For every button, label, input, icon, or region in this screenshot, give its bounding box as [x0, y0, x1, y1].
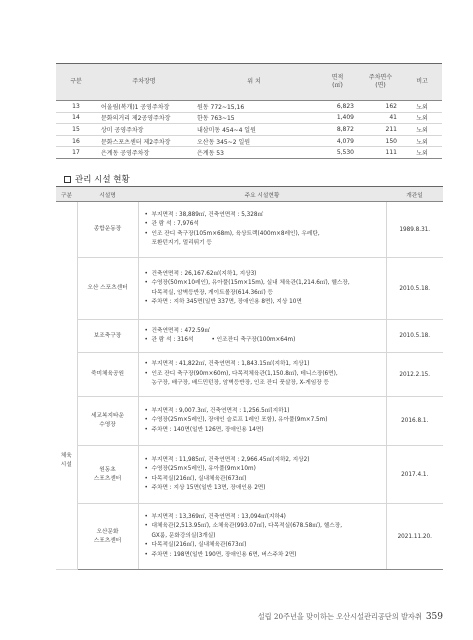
list-item: • 다목적실(216㎡), 실내체육관(673㎡): [144, 475, 247, 482]
list-item: • 인조 잔디 축구장(90m×60m), 다목적체육관(1,150.8㎡), 테니스장(6면),: [144, 370, 338, 377]
list-item: • 인조 잔디 축구장(105m×68m), 육상트랙(400m×8레인), 우레탄,: [144, 230, 320, 237]
page-number: 359: [425, 612, 443, 622]
list-item: • 관 람 석 : 7,976석: [144, 221, 199, 228]
col-name: 주차장명: [96, 64, 192, 101]
col-opened: 개관일: [386, 187, 443, 202]
col-facility-name: 시설명: [77, 187, 138, 202]
list-item: • 부지면적 : 9,007.3㎡, 건축연면적 : 1,256.5㎡(지하1): [144, 407, 290, 414]
group-cell: 체육 시설: [56, 202, 77, 570]
col-spaces: 주차면수 (면): [359, 64, 402, 101]
square-bullet-icon: [64, 176, 71, 183]
list-item: • 수영장(25m×5레인), 유아풀(9m×10m): [144, 466, 256, 473]
table-row: 13 어울림(복개)1 공영주차장 원동 772~15,16 6,823 162 노외: [56, 101, 442, 113]
table-row: 17 은계동 공영주차장 은계동 53 5,530 111 노외: [56, 147, 442, 159]
list-item: 다목적실, 암벽등반장, 게이트볼장(614.36㎡) 등: [151, 289, 273, 296]
list-item: • 대체육관(2,513.95㎡), 소체육관(993.07㎡), 다목적실(678.58㎡), 헬스장,: [144, 523, 343, 530]
page-footer: [258, 612, 443, 622]
list-item: • 부지면적 : 13,369㎡, 건축연면적 : 13,094㎡(지하4): [144, 513, 286, 520]
footer-text: 설립 20주년을 맞이하는 오산시설관리공단의 발자취: [257, 612, 422, 621]
list-item: 포환던지기, 멀리뛰기 등: [151, 239, 212, 246]
list-item: • 주차면 : 140면(일반 126면, 장애인용 14면): [144, 426, 264, 433]
list-item: • 수영장(50m×10레인), 유아풀(15m×15m), 실내 체육관(1,214.6㎡), 헬스장,: [144, 280, 350, 287]
table-row: 16 문화스포츠센터 제2주차장 오산동 345~2 일원 4,079 150 노외: [56, 135, 442, 147]
section-title: 관리 시설 현황: [75, 175, 130, 185]
col-group: 구분: [56, 187, 77, 202]
table-row: 보조축구장 • 건축연면적 : 472.59㎡ • 관 람 석 : 316석 • 인조잔디 축구장(100m×64m) 2010.5.18.: [56, 320, 443, 353]
col-status: 주요 시설현황: [138, 187, 386, 202]
list-item: • 건축연면적 : 472.59㎡: [144, 327, 211, 334]
table-row: 오산 스포츠센터 • 건축연면적 : 26,167.62㎡(지하1, 지상3) • 수영장(50m×10레인), 유아풀(15m×15m), 실내 체육관(1,214.6㎡), 헬스장, 다목적실, 암벽등반장, 게이트볼장(614.36㎡) 등 • 주차면 : 지하 345면(일반 337면, 장애인용 8면), 지상 10면 2010.5.18.: [56, 258, 443, 320]
list-item: • 다목적실(216㎡), 실내체육관(673㎡): [144, 542, 247, 549]
list-item: 농구장, 배구장, 배드민턴장, 암벽등반장, 인조 잔디 풋살장, X-게임장 등: [151, 380, 330, 387]
section-heading: [64, 173, 130, 185]
facility-table: [56, 186, 443, 570]
col-no: 구분: [56, 64, 96, 101]
list-item: GX룸, 문화강의실(3개실): [151, 532, 216, 539]
table-row: 세교복지타운 수영장 • 부지면적 : 9,007.3㎡, 건축연면적 : 1,256.5㎡(지하1) • 수영장(25m×5레인), 장애인 슬로프 1레인 포함), 유아풀(9m×7.5m) • 주차면 : 140면(일반 126면, 장애인용 14면) 2016.8.1.: [56, 397, 443, 446]
list-item: • 주차면 : 지상 15면(일반 13면, 장애인용 2면): [144, 484, 266, 491]
col-note: 비고: [402, 64, 442, 101]
list-item: • 수영장(25m×5레인), 장애인 슬로프 1레인 포함), 유아풀(9m×7.5m): [144, 417, 328, 424]
list-item: • 주차면 : 198면(일반 190면, 장애인용 6면, 버스주차 2면): [144, 551, 297, 558]
list-item: • 부지면적 : 11,985㎡, 건축연면적 : 2,966.45㎡(지하2, 지상2): [144, 456, 310, 463]
col-location: 위 치: [192, 64, 316, 101]
list-item: • 부지면적 : 41,822㎡, 건축연면적 : 1,843.15㎡(지하1, 지상1): [144, 361, 310, 368]
list-item: • 부지면적 : 38,889㎡, 건축연면적 : 5,328㎡: [144, 211, 264, 218]
table-row: 체육 시설 종합운동장 • 부지면적 : 38,889㎡, 건축연면적 : 5,328㎡ • 관 람 석 : 7,976석 • 인조 잔디 축구장(105m×68m), 육상트랙(400m×8레인), 우레탄, 포환던지기, 멀리뛰기 등 1989.8.31.: [56, 202, 443, 258]
table-row: 15 상미 공영주차장 내삼미동 454~4 일원 8,872 211 노외: [56, 124, 442, 136]
list-item: • 주차면 : 지하 345면(일반 337면, 장애인용 8면), 지상 10면: [144, 298, 302, 305]
col-area: 면적 (㎡): [316, 64, 359, 101]
table-row: 죽미체육공원 • 부지면적 : 41,822㎡, 건축연면적 : 1,843.15㎡(지하1, 지상1) • 인조 잔디 축구장(90m×60m), 다목적체육관(1,150.8㎡), 테니스장(6면), 농구장, 배구장, 배드민턴장, 암벽등반장, 인조 잔디 풋살장, X-게임장 등 2012.2.15.: [56, 353, 443, 397]
parking-table-header: [56, 64, 442, 101]
table-row: 14 문화의거리 제2공영주차장 한동 763~15 1,409 41 노외: [56, 112, 442, 124]
table-row: 오산문화 스포츠센터 • 부지면적 : 13,369㎡, 건축연면적 : 13,094㎡(지하4) • 대체육관(2,513.95㎡), 소체육관(993.07㎡), 다목적실(678.58㎡), 헬스장, GX룸, 문화강의실(3개실) • 다목적실(216㎡), 실내체육관(673㎡) • 주차면 : 198면(일반 190면, 장애인용 6면, 버스주차 2면) 2021.11.20.: [56, 504, 443, 570]
facility-table-header: [56, 187, 443, 202]
list-item: • 건축연면적 : 26,167.62㎡(지하1, 지상3): [144, 270, 257, 277]
list-item: • 관 람 석 : 316석 • 인조잔디 축구장(100m×64m): [144, 337, 296, 343]
parking-table: [56, 63, 442, 159]
table-row: 원동초 스포츠센터 • 부지면적 : 11,985㎡, 건축연면적 : 2,966.45㎡(지하2, 지상2) • 수영장(25m×5레인), 유아풀(9m×10m) • 다목적실(216㎡), 실내체육관(673㎡) • 주차면 : 지상 15면(일반 13면, 장애인용 2면) 2017.4.1.: [56, 446, 443, 504]
